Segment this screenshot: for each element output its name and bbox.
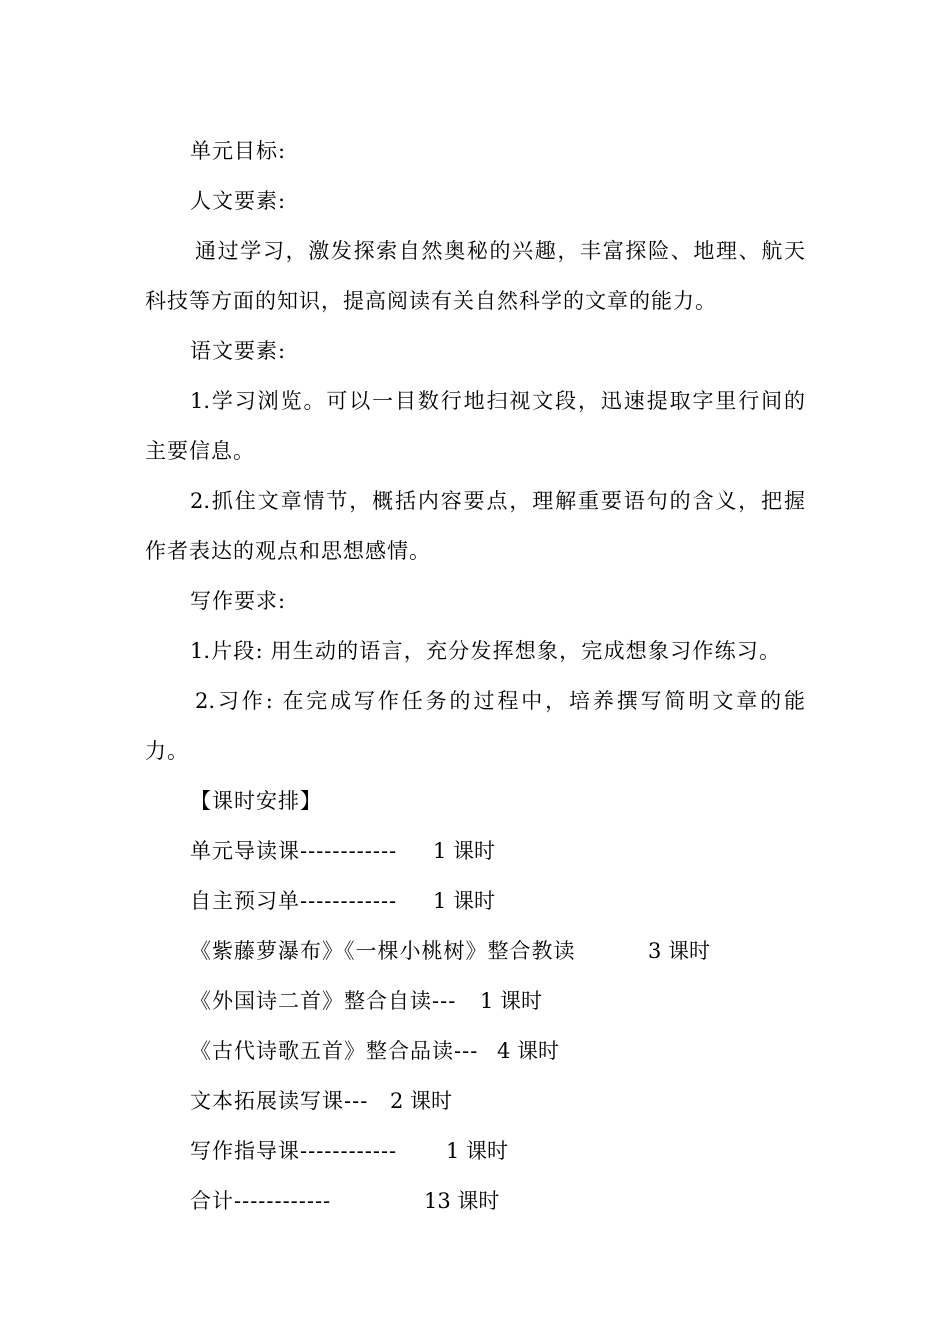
- language-item-2-line-1: 2.抓住文章情节，概括内容要点，理解重要语句的含义，把握: [190, 489, 805, 513]
- schedule-row-name: 文本拓展读写课---: [190, 1089, 369, 1113]
- humanities-text-line-1: 通过学习，激发探索自然奥秘的兴趣，丰富探险、地理、航天: [195, 239, 805, 263]
- schedule-row-hours: 13 课时: [424, 1189, 500, 1213]
- humanities-text-line-2: 科技等方面的知识，提高阅读有关自然科学的文章的能力。: [145, 289, 717, 313]
- schedule-row-hours: 1 课时: [433, 839, 496, 863]
- schedule-row-hours: 1 课时: [446, 1139, 509, 1163]
- language-item-1-line-1: 1.学习浏览。可以一目数行地扫视文段，迅速提取字里行间的: [190, 389, 805, 413]
- schedule-row-name: 写作指导课------------: [190, 1139, 398, 1163]
- schedule-row-name: 合计------------: [190, 1189, 332, 1213]
- schedule-row-hours: 1 课时: [480, 989, 543, 1013]
- schedule-row-name: 《紫藤萝瀑布》《一棵小桃树》整合教读: [190, 939, 576, 963]
- schedule-row-hours: 2 课时: [390, 1089, 453, 1113]
- schedule-row-name: 《外国诗二首》整合自读---: [190, 989, 457, 1013]
- schedule-row-name: 《古代诗歌五首》整合品读---: [190, 1039, 479, 1063]
- schedule-row-hours: 4 课时: [497, 1039, 560, 1063]
- humanities-heading: 人文要素:: [190, 189, 287, 213]
- schedule-row-hours: 1 课时: [433, 889, 496, 913]
- language-item-2-line-2: 作者表达的观点和思想感情。: [145, 539, 431, 563]
- language-item-1-line-2: 主要信息。: [145, 439, 255, 463]
- schedule-row-hours: 3 课时: [648, 939, 711, 963]
- unit-goals-heading: 单元目标:: [190, 139, 287, 163]
- language-heading: 语文要素:: [190, 339, 287, 363]
- schedule-row-name: 自主预习单------------: [190, 889, 398, 913]
- writing-item-2-line-2: 力。: [145, 739, 189, 763]
- writing-heading: 写作要求:: [190, 589, 287, 613]
- schedule-heading: 【课时安排】: [190, 789, 322, 813]
- schedule-row-name: 单元导读课------------: [190, 839, 398, 863]
- writing-item-1: 1.片段: 用生动的语言，充分发挥想象，完成想象习作练习。: [190, 639, 780, 663]
- writing-item-2-line-1: 2.习作: 在完成写作任务的过程中，培养撰写简明文章的能: [195, 689, 805, 713]
